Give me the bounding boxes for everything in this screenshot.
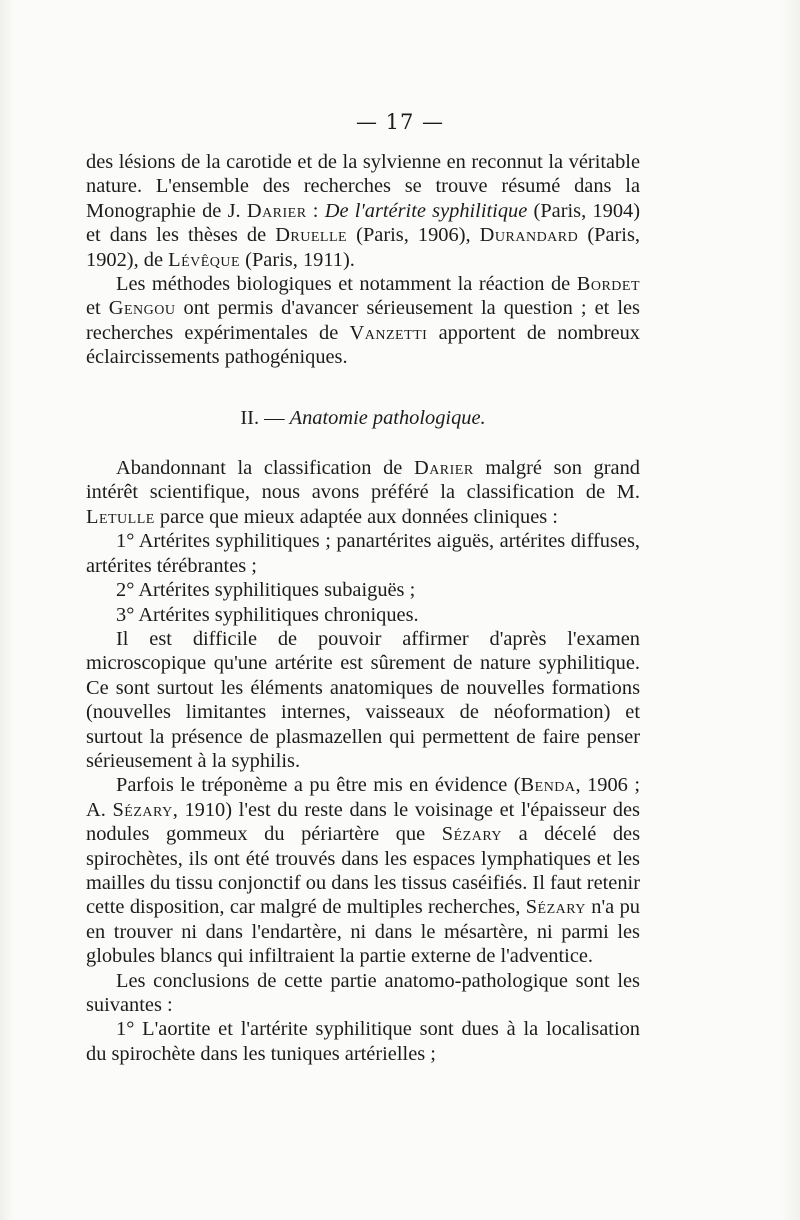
paragraph-7: 1° L'aortite et l'artérite syphilitique sont dues à la localisation du spirochète dans les tuniques artérielles ; (86, 1018, 640, 1065)
author-name: Sézary (112, 798, 173, 821)
text-run: et (86, 297, 109, 320)
section-numeral: II. — (240, 406, 290, 429)
paragraph-1 (86, 150, 640, 272)
author-name: Druelle (275, 224, 348, 247)
list-item: 3° Artérites syphilitiques chroniques. (116, 603, 419, 626)
text-run: : (306, 199, 325, 222)
text-run: (Paris, 1911). (240, 248, 355, 271)
text-run: n'a pu en trouver ni dans l'endartère, ni dans le mésartère, ni parmi les globules blancs qui infiltraient la partie externe de l'adventice. (86, 896, 641, 968)
author-name: Sézary (441, 823, 502, 846)
author-name: Durandard (479, 224, 579, 247)
author-name: Sézary (525, 896, 586, 919)
paragraph-6: Les conclusions de cette partie anatomo-pathologique sont les suivantes : (86, 969, 640, 1016)
paragraph-2 (86, 272, 640, 370)
text-run: Parfois le tréponème a pu être mis en évidence ( (116, 774, 521, 797)
text-run: malgré son grand intérêt scientifique, nous avons préféré la classification de M. (86, 457, 640, 504)
paragraph-5 (86, 773, 640, 968)
text-run: (Paris, 1902), de (86, 224, 640, 271)
author-name: Vanzetti (349, 321, 428, 344)
text-run: parce que mieux adaptée aux données cliniques : (154, 505, 558, 528)
text-run: apportent de nombreux éclaircissements pathogéniques. (86, 321, 640, 369)
author-name: Darier (246, 199, 307, 222)
author-name: Bordet (576, 273, 640, 296)
text-run: , 1906 ; A. (86, 774, 640, 821)
text-run: des lésions de la carotide et de la sylvienne en reconnut la véritable nature. L'ensemble des recherches se trouve résumé dans la Monographie de J. (86, 151, 640, 222)
text-run: (Paris, 1904) et dans les thèses de (86, 199, 641, 247)
list-item: 1° Artérites syphilitiques ; panartérites aiguës, artérites diffuses, artérites térébrantes ; (86, 530, 640, 577)
author-name: Gengou (108, 297, 176, 320)
page-number: — 17 — (355, 110, 445, 134)
author-name: Lévêque (168, 248, 241, 271)
section-heading (86, 406, 640, 430)
author-name: Darier (413, 457, 474, 480)
list-item: 2° Artérites syphilitiques subaiguës ; (116, 579, 416, 602)
author-name: Benda (520, 774, 576, 797)
book-title: De l'artérite syphilitique (324, 199, 528, 222)
paragraph-4: Il est difficile de pouvoir affirmer d'après l'examen microscopique qu'une artérite est sûrement de nature syphilitique. Ce sont surtout les éléments anatomiques de nouvelles formations (nouvelles limitantes internes, vaisseaux de néoformation) et surtout la présence de plasmazellen qui permettent de faire penser sérieusement à la syphilis. (86, 627, 640, 772)
body-text (86, 150, 640, 1066)
text-run: Abandonnant la classification de (116, 457, 414, 480)
paragraph-3 (86, 456, 640, 529)
text-run: ont permis d'avancer sérieusement la question ; et les recherches expérimentales de (86, 297, 640, 344)
section-title: Anatomie pathologique. (289, 406, 486, 429)
text-run: a décelé des spirochètes, ils ont été trouvés dans les espaces lymphatiques et les mailles du tissu conjonctif ou dans les tissus caséifiés. Il faut retenir cette disposition, car malgré de multiples recherches, (86, 823, 640, 919)
text-run: , 1910) l'est du reste dans le voisinage et l'épaisseur des nodules gommeux du périartère que (86, 798, 640, 846)
text-run: Les méthodes biologiques et notamment la réaction de (116, 273, 577, 296)
author-name: Letulle (86, 505, 155, 528)
text-run: (Paris, 1906), (347, 224, 480, 247)
